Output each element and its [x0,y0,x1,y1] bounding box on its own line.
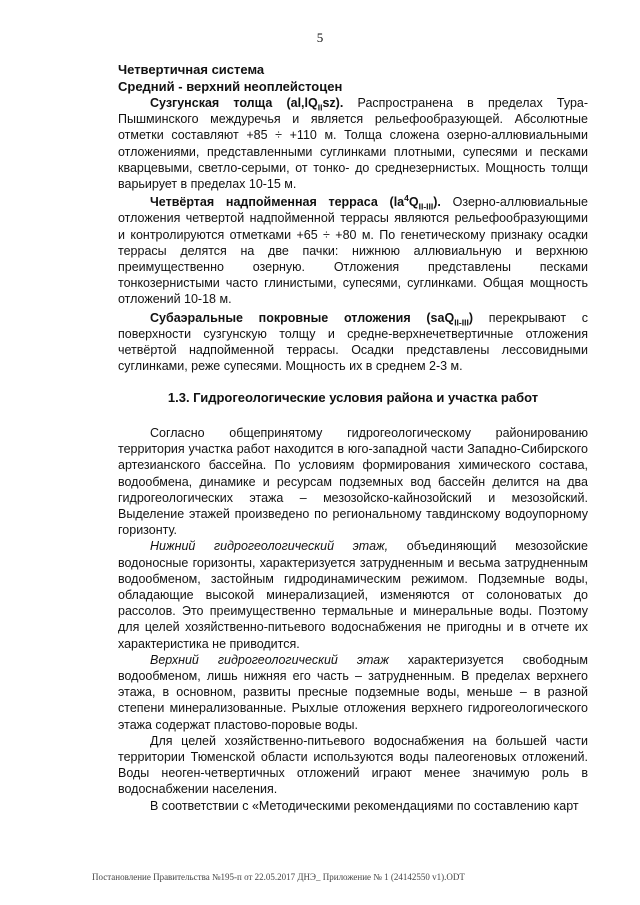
suzgun-index: II [317,102,323,113]
page-number: 5 [316,30,324,45]
suzgun-term-text: Сузгунская толща (al,lQ [150,96,318,110]
terrace-term-text: Четвёртая надпойменная терраса (la [150,195,405,210]
suzgun-text: Распространена в пределах Тура-Пышминского междуречья и является рельефообразующей. Абсолютные отметки составляют +85 ÷ +110 м. Толща сложена озерно-аллювиальными отложениями, представленными суглинками плотными, супесями и песками кварцевыми, светло-серыми, от тонко- до среднезернистых. Мощность толщи варьирует в пределах 10-15 м. [118,96,589,192]
paragraph-suzgun [118,95,588,192]
subaerial-term-end: ) [468,310,473,325]
terrace-term [150,193,441,212]
paragraph-recommendations: В соответствии с «Методическими рекомендациями по составлению карт [150,798,579,813]
section-title: 1.3. Гидрогеологические условия района и участка работ [167,390,539,406]
terrace-term-end: ). [433,195,441,210]
terrace-index-sub: II-III [418,201,434,212]
upper-stage-text: характеризуется свободным водообменом, лишь нижняя его часть – затрудненным. В пределах верхнего этажа, в основном, развиты пресные подземные воды, меньше – в разной степени минерализованные. Рыхлые отложения верхнего гидрогеологического этажа содержат пластово-поровые воды. [118,652,588,732]
page-content [118,62,588,814]
paragraph-terrace [118,194,588,307]
lower-stage-text: объединяющий мезозойские водоносные горизонты, характеризуется затрудненным и весьма затрудненным водообменом, застойным гидродинамическим режимом. Подземные воды, обладающие высокой минерализацией, изменяются от солоноватых до рассолов. Это преимущественно термальные и минеральные воды. Поэтому для целей хозяйственно-питьевого водоснабжения не пригодны и в отчете их характеристика не приводится. [118,539,588,651]
terrace-index-sup: 4 [404,193,409,204]
heading-system: Четвертичная система [118,62,265,77]
upper-stage-term: Верхний гидрогеологический этаж [150,652,389,667]
paragraph-upper-stage [118,652,588,733]
subaerial-term-text: Субаэральные покровные отложения (saQ [150,310,455,325]
paragraph-water-supply: Для целей хозяйственно-питьевого водоснабжения на большей части территории Тюменской области используются воды палеогеновых отложений. Воды неоген-четвертичных отложений играют менее значимую роль в водоснабжении населения. [118,733,588,797]
paragraph-lower-stage [118,538,588,651]
paragraph-zoning: Согласно общепринятому гидрогеологическому районированию территория участка работ находится в юго-западной части Западно-Сибирского артезианского бассейна. По условиям формирования химического состава, водообмена, динамике и ресурсам подземных вод бассейн делится на два гидрогеологических этажа – мезозойско-кайнозойский и мезозойский. Выделение этажей произведено по региональному тавдинскому водоупорному горизонту. [118,425,588,538]
suzgun-term-end: sz). [322,96,344,110]
subaerial-term [150,310,473,328]
heading-subdivision: Средний - верхний неоплейстоцен [118,78,343,94]
terrace-text: Озерно-аллювиальные отложения четвертой надпойменной террасы являются рельефообразующими и контролируются отметками +65 ÷ +80 м. По генетическому признаку осадки террасы делятся на две пачки: нижнюю аллювиальную и верхнюю преимущественно озерную. Отложения представлены песками тонкозернистыми часто глинистыми, супесями, суглинками. Общая мощность отложений 10-18 м. [118,195,588,307]
lower-stage-term: Нижний гидрогеологический этаж, [150,539,389,554]
page-footer: Постановление Правительства №195-п от 22.05.2017 ДНЭ_ Приложение № 1 (24142550 v1).ODT [92,872,465,882]
suzgun-term [150,96,344,113]
paragraph-subaerial [118,310,588,375]
terrace-term-mid: Q [408,195,419,210]
subaerial-text: перекрывают с поверхности сузгунскую толщу и средне-верхнечетвертичные отложения четвёртой надпойменной террасы. Осадки представлены лессовидными суглинками, реже супесями. Мощность их в среднем 2-3 м. [118,310,589,374]
subaerial-index: II-III [454,317,469,328]
